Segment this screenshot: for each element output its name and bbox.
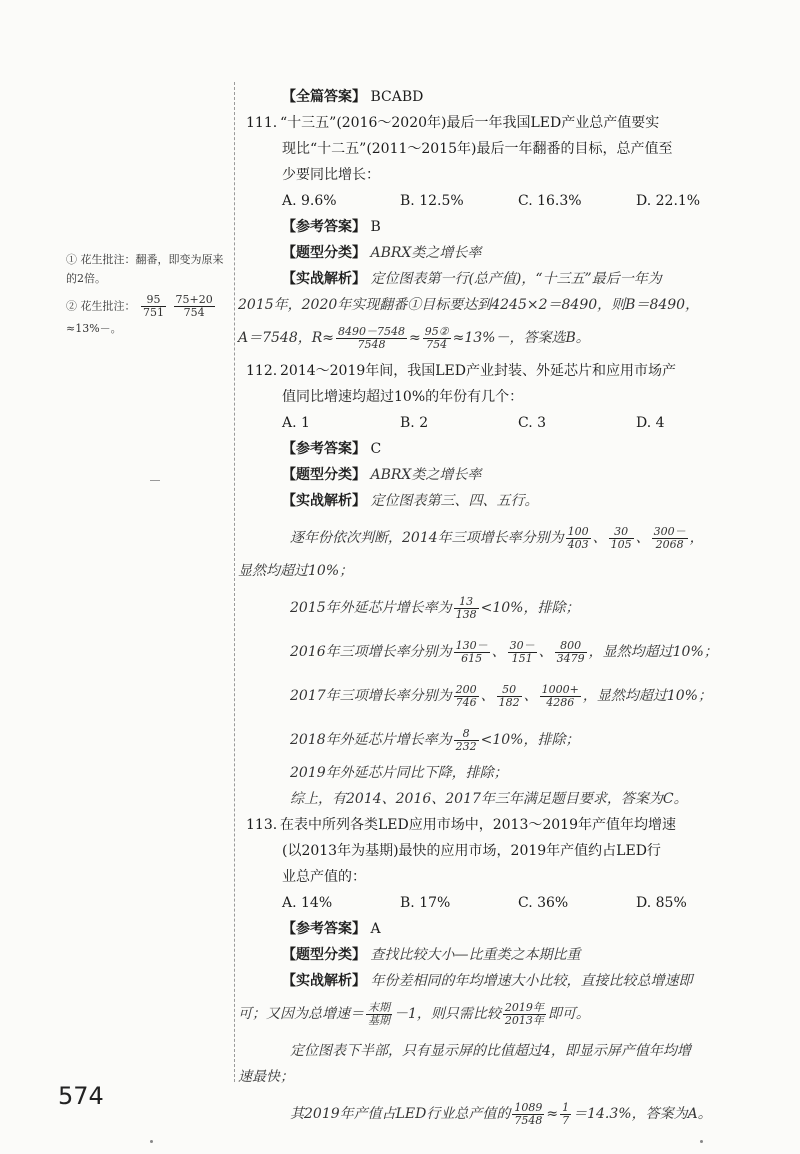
side-note-1: ① 花生批注：翻番，即变为原来的2倍。 (66, 253, 224, 285)
q112-line-3: 2015年外延芯片增长率为 $\frac{13}{138}$ <10%，排除； (290, 594, 580, 621)
q113-line-3: 速最快； (238, 1069, 294, 1085)
q112-answer: 【参考答案】 C (282, 441, 382, 457)
column-divider (234, 82, 235, 1082)
side-notes (66, 250, 230, 342)
option-b: B. 12.5% (400, 193, 464, 209)
option-c: C. 36% (518, 895, 569, 911)
fraction: $\frac{95}{751}$ (143, 293, 164, 319)
option-d: D. 4 (636, 415, 665, 431)
q113-answer: 【参考答案】 A (282, 921, 381, 937)
fraction: $\frac{30}{105}$ (610, 524, 632, 551)
q113-options (246, 890, 776, 916)
fraction: $\frac{\text{2019年}}{\text{2013年}}$ (504, 1000, 544, 1027)
fraction: $\frac{100}{403}$ (567, 524, 589, 551)
q113-stem-2: (以2013年为基期)最快的应用市场，2019年产值约占LED行 (282, 843, 661, 859)
q112-line-2: 显然均超过10%； (238, 563, 354, 579)
fraction: $\frac{8}{232}$ (455, 726, 477, 753)
q113-type: 【题型分类】 查找比较大小—比重类之本期比重 (282, 947, 581, 963)
fraction: $\frac{13}{138}$ (455, 594, 477, 621)
option-a: A. 14% (282, 895, 333, 911)
q112-stem-1: 112. 2014～2019年间，我国LED产业封装、外延芯片和应用市场产 (246, 363, 676, 379)
fraction: $\frac{\text{95②}}{754}$ (424, 324, 449, 351)
option-b: B. 2 (400, 415, 429, 431)
main-column (238, 84, 776, 1134)
q111-stem-1: 111. “十三五”(2016～2020年)最后一年我国LED产业总产值要实 (246, 115, 660, 131)
q113-stem-1: 113. 在表中所列各类LED应用市场中，2013～2019年产值年均增速 (246, 817, 676, 833)
fraction: $\frac{75+20}{754}$ (175, 293, 213, 319)
q112-options (246, 410, 776, 436)
q112-line-6: 2018年外延芯片增长率为 $\frac{8}{232}$ <10%，排除； (290, 726, 580, 753)
q111-options (246, 188, 776, 214)
fraction: $\frac{30-}{151}$ (509, 638, 535, 665)
fraction: $\frac{1000+}{4286}$ (541, 682, 579, 709)
side-note-2: ② 花生批注： $\frac{95}{751}$ $\frac{75+20}{754}$ ≈13%－。 (66, 293, 213, 335)
q112-line-7: 2019年外延芯片同比下降，排除； (290, 765, 508, 781)
speck (150, 1140, 153, 1143)
fraction: $\frac{1}{7}$ (562, 1100, 570, 1127)
q113-stem-3: 业总产值的： (282, 869, 366, 885)
q113-line-2: 定位图表下半部，只有显示屏的比值超过4，即显示屏产值年均增 (290, 1043, 691, 1059)
q112-line-4: 2016年三项增长率分别为 $\frac{130-}{615}$ 、 $\frac{30-}{151}$ 、 $\frac{800}{3479}$ ，显然均超过10%； (290, 638, 718, 665)
q111-type: 【题型分类】 ABRX类之增长率 (282, 245, 482, 261)
q111-answer: 【参考答案】 B (282, 219, 381, 235)
side-dash (150, 480, 160, 481)
option-c: C. 3 (518, 415, 547, 431)
option-a: A. 1 (282, 415, 310, 431)
option-b: B. 17% (400, 895, 451, 911)
q112-type: 【题型分类】 ABRX类之增长率 (282, 467, 482, 483)
q112-line-1: 逐年份依次判断，2014年三项增长率分别为 $\frac{100}{403}$ 、 $\frac{30}{105}$ 、 $\frac{300-}{2068}$ ， (290, 524, 704, 551)
fraction: $\frac{50}{182}$ (498, 682, 520, 709)
option-c: C. 16.3% (518, 193, 582, 209)
q112-stem-2: 值同比增速均超过10%的年份有几个： (282, 389, 524, 405)
q111-stem-2: 现比“十二五”(2011～2015年)最后一年翻番的目标，总产值至 (282, 141, 673, 157)
q112-analysis: 【实战解析】 定位图表第三、四、五行。 (282, 493, 539, 509)
q112-line-5: 2017年三项增长率分别为 $\frac{200}{746}$ 、 $\frac{50}{182}$ 、 $\frac{1000+}{4286}$ ，显然均超过10%； (290, 682, 712, 709)
q112-line-8: 综上，有2014、2016、2017年三年满足题目要求，答案为C。 (290, 791, 688, 807)
option-d: D. 85% (636, 895, 687, 911)
fraction: $\frac{800}{3479}$ (556, 638, 585, 665)
fraction: $\frac{8490-7548}{7548}$ (338, 324, 406, 351)
full-answers: 【全篇答案】 BCABD (282, 89, 424, 105)
fraction: $\frac{\text{末期}}{\text{基期}}$ (368, 1000, 390, 1027)
fraction: $\frac{1089}{7548}$ (514, 1100, 543, 1127)
fraction: $\frac{130-}{615}$ (455, 638, 488, 665)
option-d: D. 22.1% (636, 193, 701, 209)
q113-line-4: 其2019年产值占LED行业总产值的 $\frac{1089}{7548}$ ≈ $\frac{1}{7}$ ＝14.3%，答案为A。 (290, 1100, 712, 1127)
q111-analysis-1: 【实战解析】 定位图表第一行(总产值)，“十三五”最后一年为 (282, 271, 662, 287)
fraction: $\frac{200}{746}$ (455, 682, 477, 709)
option-a: A. 9.6% (282, 193, 337, 209)
q113-analysis: 【实战解析】 年份差相同的年均增速大小比较，直接比较总增速即 (282, 973, 693, 989)
fraction: $\frac{300-}{2068}$ (653, 524, 686, 551)
q111-stem-3: 少要同比增长： (282, 167, 380, 183)
speck (700, 1140, 703, 1143)
page-number: 574 (58, 1082, 104, 1110)
q111-analysis-2: 2015年，2020年实现翻番①目标要达到4245×2＝8490，则B＝8490， (238, 297, 700, 313)
q111-analysis-3: A＝7548，R≈ $\frac{8490-7548}{7548}$ ≈ $\frac{\text{95②}}{754}$ ≈13%－，答案选B。 (238, 324, 590, 351)
q113-line-1: 可；又因为总增速＝ $\frac{\text{末期}}{\text{基期}}$ －1，则只需比较 $\frac{\text{2019年}}{\text{2013年}}$ 即可。 (238, 1000, 590, 1027)
